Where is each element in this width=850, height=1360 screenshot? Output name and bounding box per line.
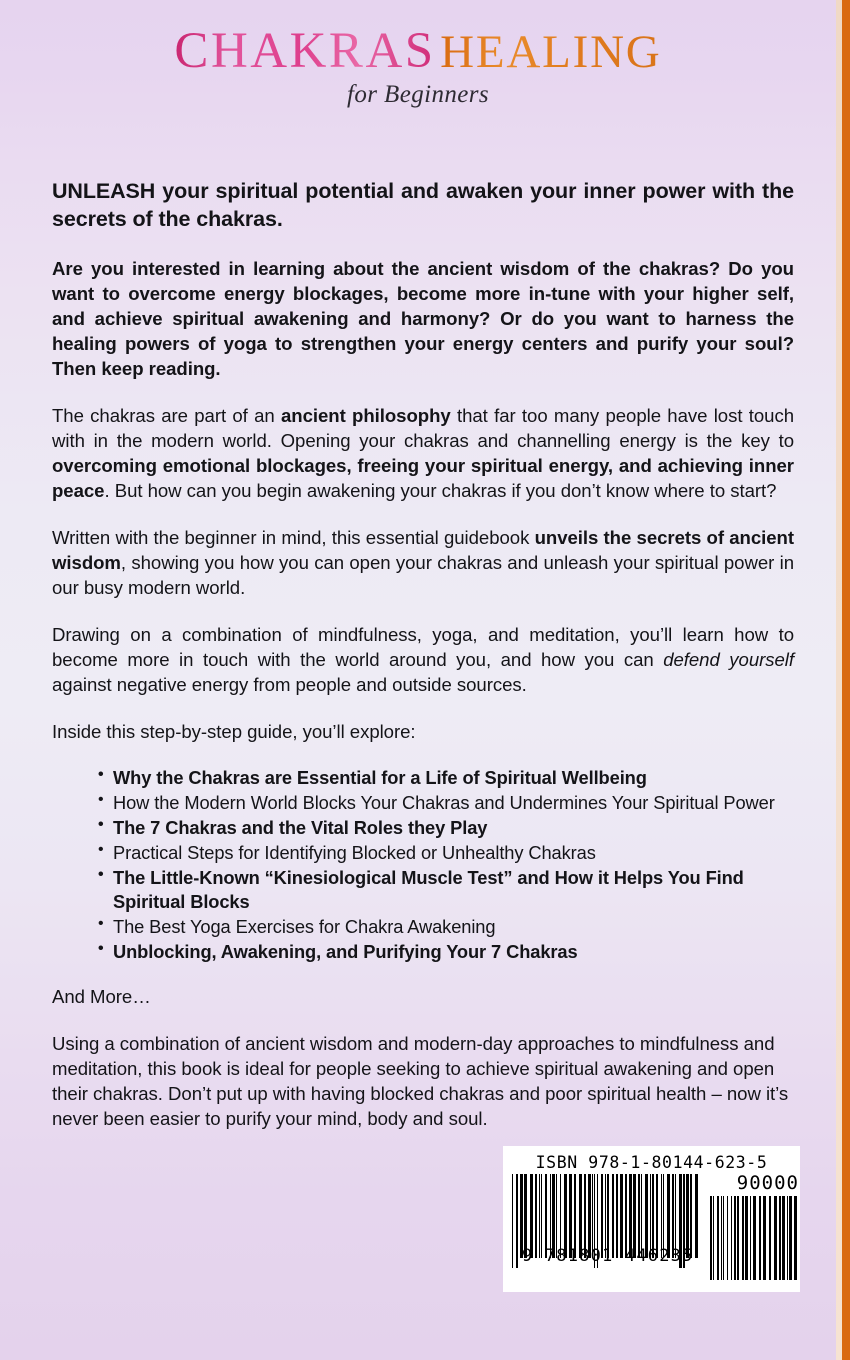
title-line-chakras: CHAKRAS — [174, 23, 436, 79]
ean-digits: 9 781801 446235 — [522, 1246, 694, 1266]
spine-orange-stripe — [842, 0, 850, 1360]
paragraph-and-more: And More… — [52, 985, 151, 1007]
list-item: • How the Modern World Blocks Your Chakras and Undermines Your Spiritual Power — [98, 791, 794, 815]
list-item: • The 7 Chakras and the Vital Roles they Play — [98, 816, 794, 840]
list-item: • Why the Chakras are Essential for a Life of Spiritual Wellbeing — [98, 766, 794, 790]
addon-number: 90000 — [736, 1172, 799, 1194]
p2-bold-2: overcoming emotional blockages, freeing your spiritual energy, and achieving inner peace — [52, 454, 794, 501]
paragraph-closing: Using a combination of ancient wisdom and modern-day approaches to mindfulness and meditation, this book is ideal for people seeking to achieve spiritual awakening and open their chakras. Don’t put up with having blocked chakras and poor spiritual health – now it’s never been easier to purify your mind, body and soul. — [52, 1032, 789, 1129]
list-item: • Unblocking, Awakening, and Purifying Your 7 Chakras — [98, 940, 794, 964]
list-item: • The Best Yoga Exercises for Chakra Awakening — [98, 915, 794, 939]
paragraph-ancient-philosophy — [52, 403, 794, 503]
paragraph-hook: Are you interested in learning about the ancient wisdom of the chakras? Do you want to overcome energy blockages, become more in-tune with your higher self, and achieve spiritual awakening and harmony? Or do you want to harness the healing powers of yoga to strengthen your energy centers and purify your soul? Then keep reading. — [52, 257, 794, 379]
list-item: • The Little-Known “Kinesiological Muscle Test” and How it Helps You Find Spiritual Blocks — [98, 866, 794, 914]
title-block — [0, 0, 836, 109]
isbn-text: ISBN 978-1-80144-623-5 — [535, 1153, 768, 1172]
feature-list — [52, 766, 794, 964]
body-copy — [52, 178, 794, 1153]
p2-bold-1: ancient philosophy — [280, 404, 451, 426]
paragraph-mindfulness — [52, 622, 794, 697]
ean5-addon — [710, 1174, 799, 1280]
spine-edge — [836, 0, 850, 1360]
ean13-symbol — [512, 1174, 698, 1268]
ean5-bars — [710, 1196, 799, 1280]
p3-part-a: Written with the beginner in mind, this essential guidebook — [52, 526, 535, 548]
paragraph-written-for-beginner — [52, 525, 794, 600]
isbn-barcode — [503, 1146, 800, 1292]
p4-italic: defend yourself — [663, 648, 794, 670]
p3-bold: unveils the secrets of ancient wisdom — [52, 526, 795, 573]
title-subtitle: for Beginners — [347, 81, 489, 108]
p2-part-c: that far too many people have lost touch with in the modern world. Opening your chakras and channelling energy is the key to — [52, 404, 794, 451]
p2-part-d: . But how can you begin awakening your chakras if you don’t know where to start? — [104, 479, 777, 501]
title-line-healing: HEALING — [440, 26, 662, 78]
barcode-symbols — [512, 1172, 799, 1280]
list-item: • Practical Steps for Identifying Blocked or Unhealthy Chakras — [98, 841, 794, 865]
p3-part-c: , showing you how you can open your chakras and unleash your spiritual power in our busy modern world. — [52, 551, 794, 598]
p2-part-a: The chakras are part of an — [52, 404, 281, 426]
p4-part-a: Drawing on a combination of mindfulness, yoga, and meditation, you’ll learn how to become more in touch with the world around you, and how you can — [52, 623, 794, 670]
headline: UNLEASH your spiritual potential and awaken your inner power with the secrets of the chakras. — [52, 179, 794, 231]
p4-part-c: against negative energy from people and outside sources. — [52, 673, 527, 695]
paragraph-inside-guide: Inside this step-by-step guide, you’ll explore: — [52, 720, 416, 742]
